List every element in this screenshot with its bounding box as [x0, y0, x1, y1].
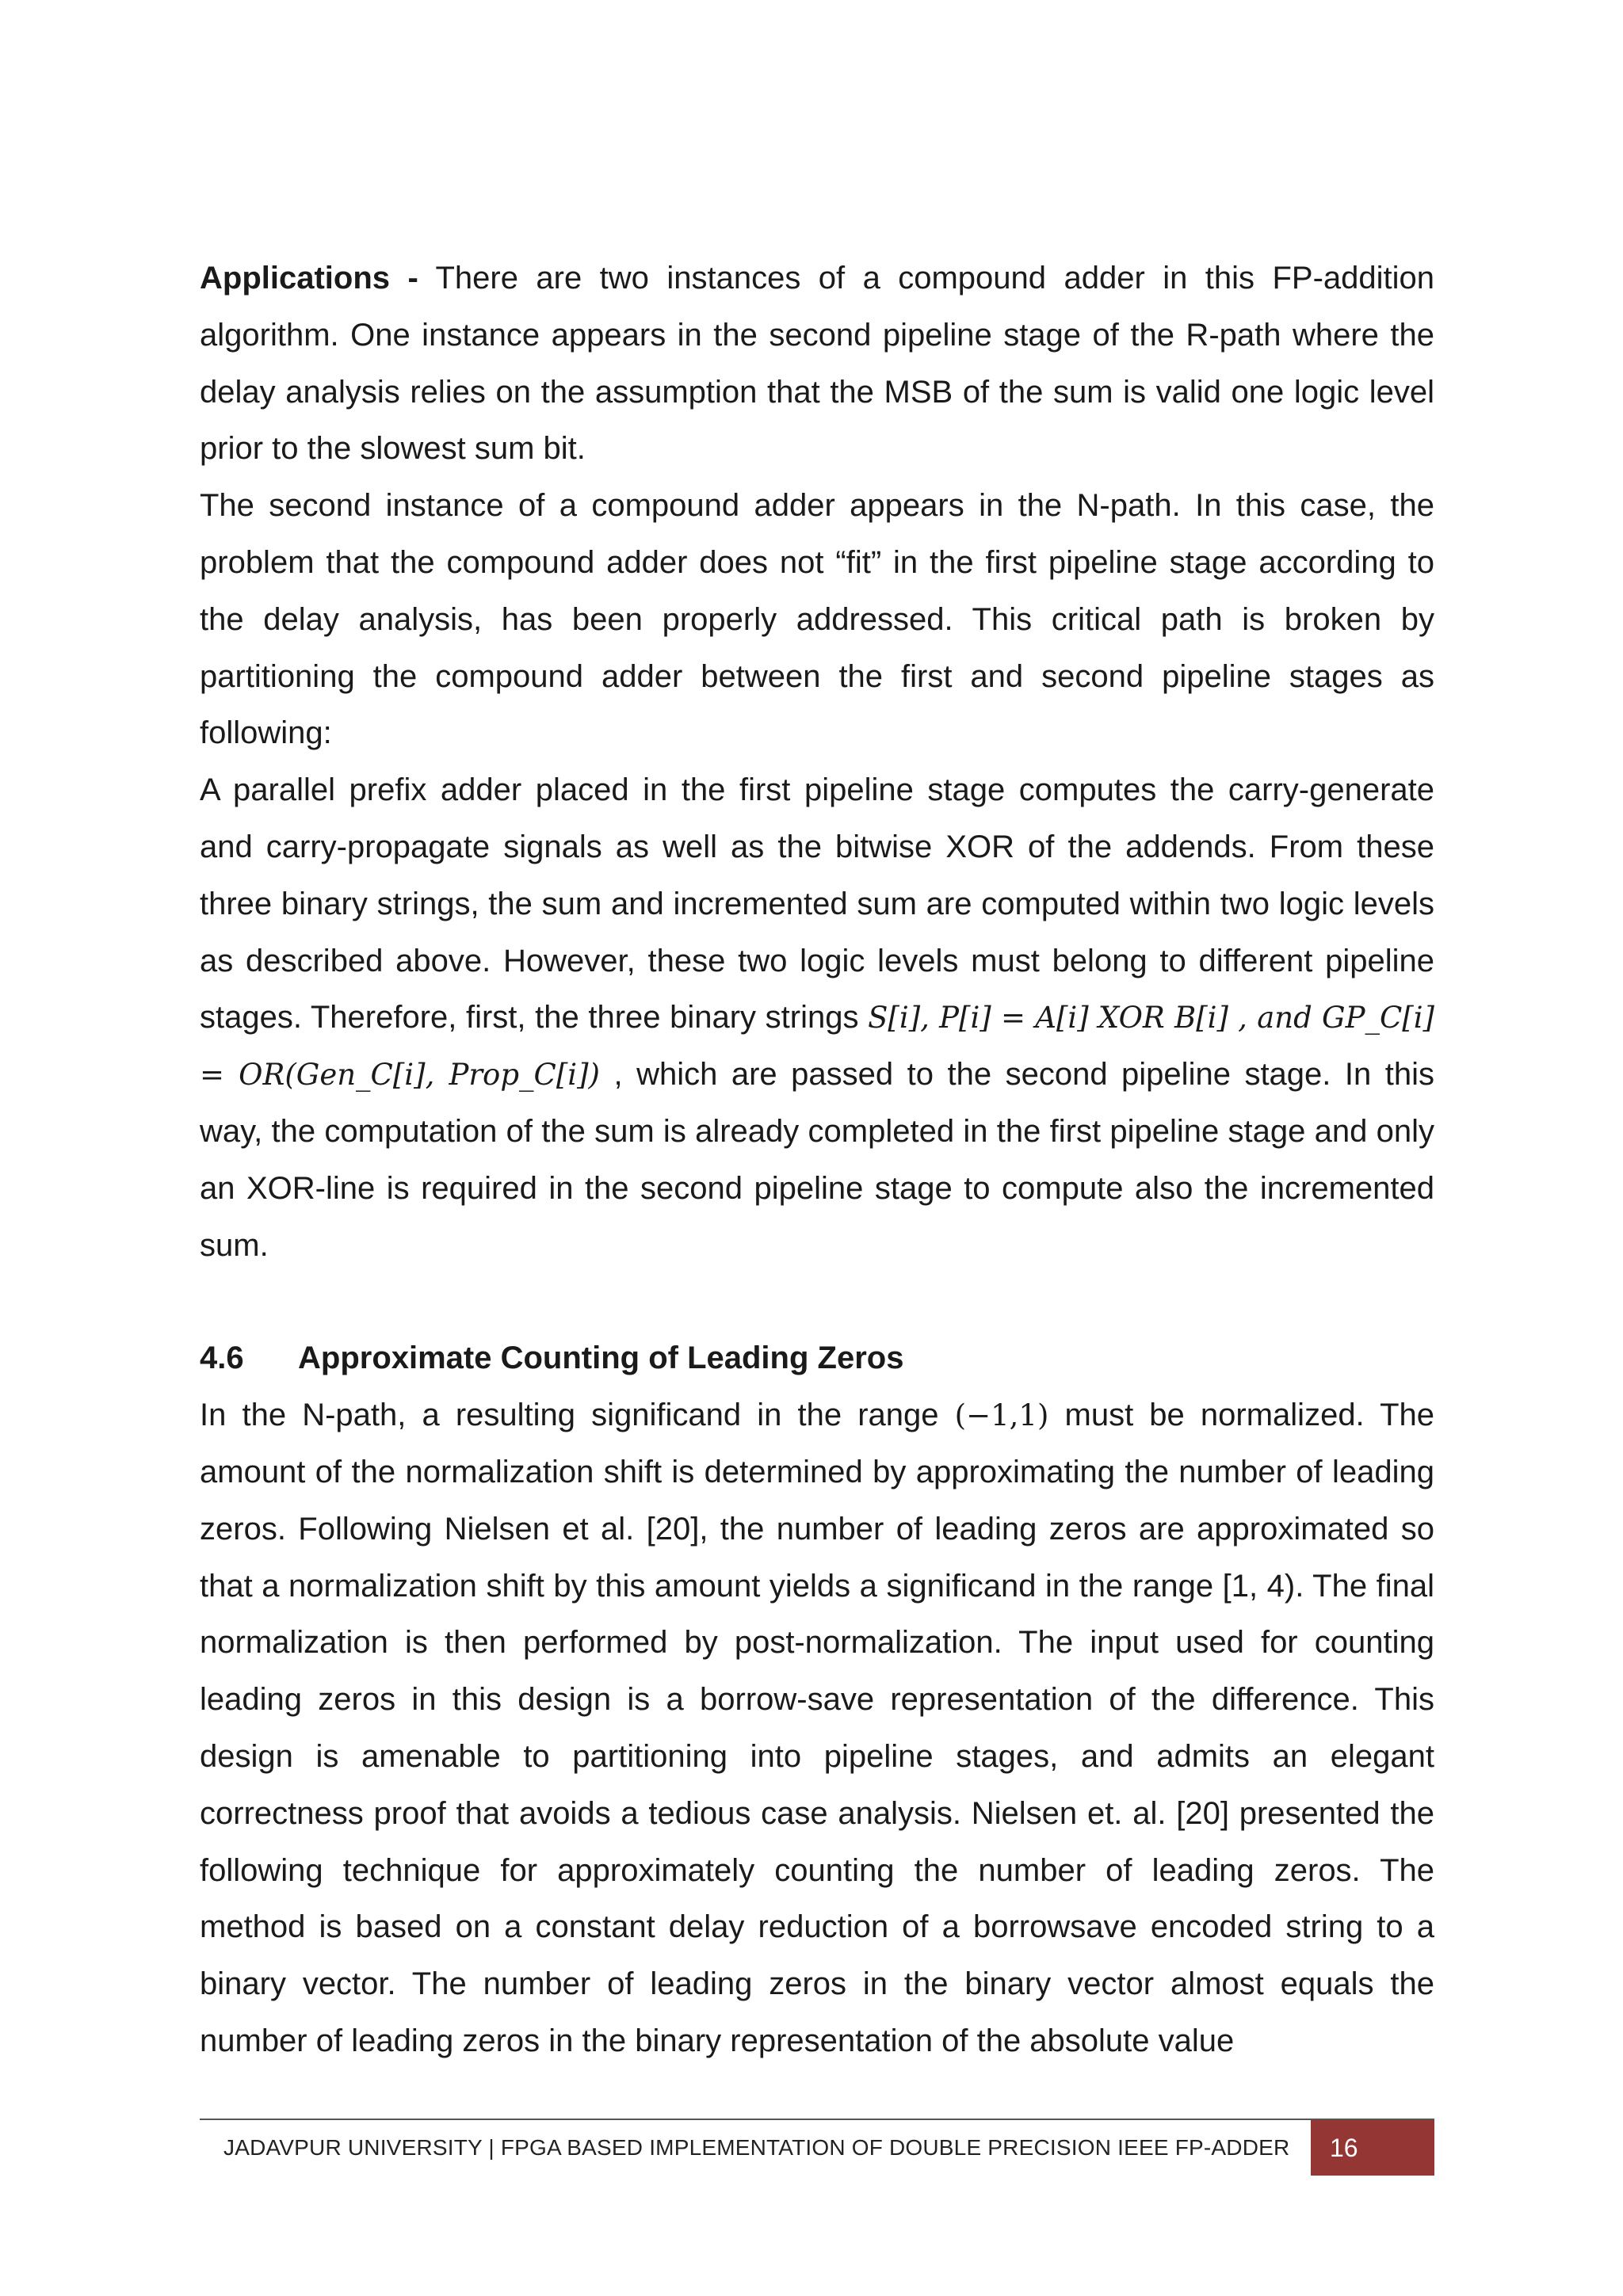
- range-formula: (−1,1): [954, 1398, 1049, 1433]
- page-number: 16: [1311, 2120, 1434, 2176]
- section-number: 4.6: [200, 1341, 244, 1376]
- section-heading: [200, 1330, 1434, 1387]
- page-content: [200, 250, 1434, 2070]
- prefix-adder-text-cont: , which are passed to the second pipeline stage. In this way, the computation of the sum is already completed in the first pipeline stage and only an XOR-line is required in the second pipeline stage to compute also the incremented sum.: [200, 1057, 1434, 1263]
- binary-strings-formula: S[i], P[i] = A[i] XOR B[i] , and GP_C[i] = OR(Gen_C[i], Prop_C[i]): [200, 1001, 1434, 1093]
- section-title: Approximate Counting of Leading Zeros: [298, 1341, 904, 1376]
- page-footer: [200, 2120, 1434, 2176]
- prefix-adder-paragraph: [200, 762, 1434, 1274]
- applications-paragraph: [200, 250, 1434, 478]
- footer-title: JADAVPUR UNIVERSITY | FPGA BASED IMPLEMENTATION OF DOUBLE PRECISION IEEE FP-ADDER: [223, 2135, 1290, 2160]
- applications-text: There are two instances of a compound adder in this FP-addition algorithm. One instance appears in the second pipeline stage of the R-path where the delay analysis relies on the assumption that the MSB of the sum is valid one logic level prior to the slowest sum bit.: [200, 261, 1435, 467]
- applications-lead: Applications -: [200, 261, 418, 296]
- compound-adder-paragraph: The second instance of a compound adder appears in the N-path. In this case, the problem that the compound adder does not “fit” in the first pipeline stage according to the delay analysis, has been properly addressed. This critical path is broken by partitioning the compound adder between the first and second pipeline stages as following:: [200, 488, 1434, 751]
- leading-zeros-text: In the N-path, a resulting significand in the range: [200, 1398, 939, 1433]
- leading-zeros-paragraph: [200, 1387, 1434, 2070]
- leading-zeros-text-cont: must be normalized. The amount of the normalization shift is determined by approximating the number of leading zeros. Following Nielsen et al. [20], the number of leading zeros are approximated so that a normalization shift by this amount yields a significand in the range [1, 4). The final normalization is then performed by post-normalization. The input used for counting leading zeros in this design is a borrow-save representation of the difference. This design is amenable to partitioning into pipeline stages, and admits an elegant correctness proof that avoids a tedious case analysis. Nielsen et. al. [20] presented the following technique for approximately counting the number of leading zeros. The method is based on a constant delay reduction of a borrowsave encoded string to a binary vector. The number of leading zeros in the binary vector almost equals the number of leading zeros in the binary representation of the absolute value: [200, 1398, 1434, 2058]
- prefix-adder-text: A parallel prefix adder placed in the first pipeline stage computes the carry-generate and carry-propagate signals as well as the bitwise XOR of the addends. From these three binary strings, the sum and incremented sum are computed within two logic levels as described above. However, these two logic levels must belong to different pipeline stages. Therefore, first, the three binary strings: [200, 772, 1434, 1035]
